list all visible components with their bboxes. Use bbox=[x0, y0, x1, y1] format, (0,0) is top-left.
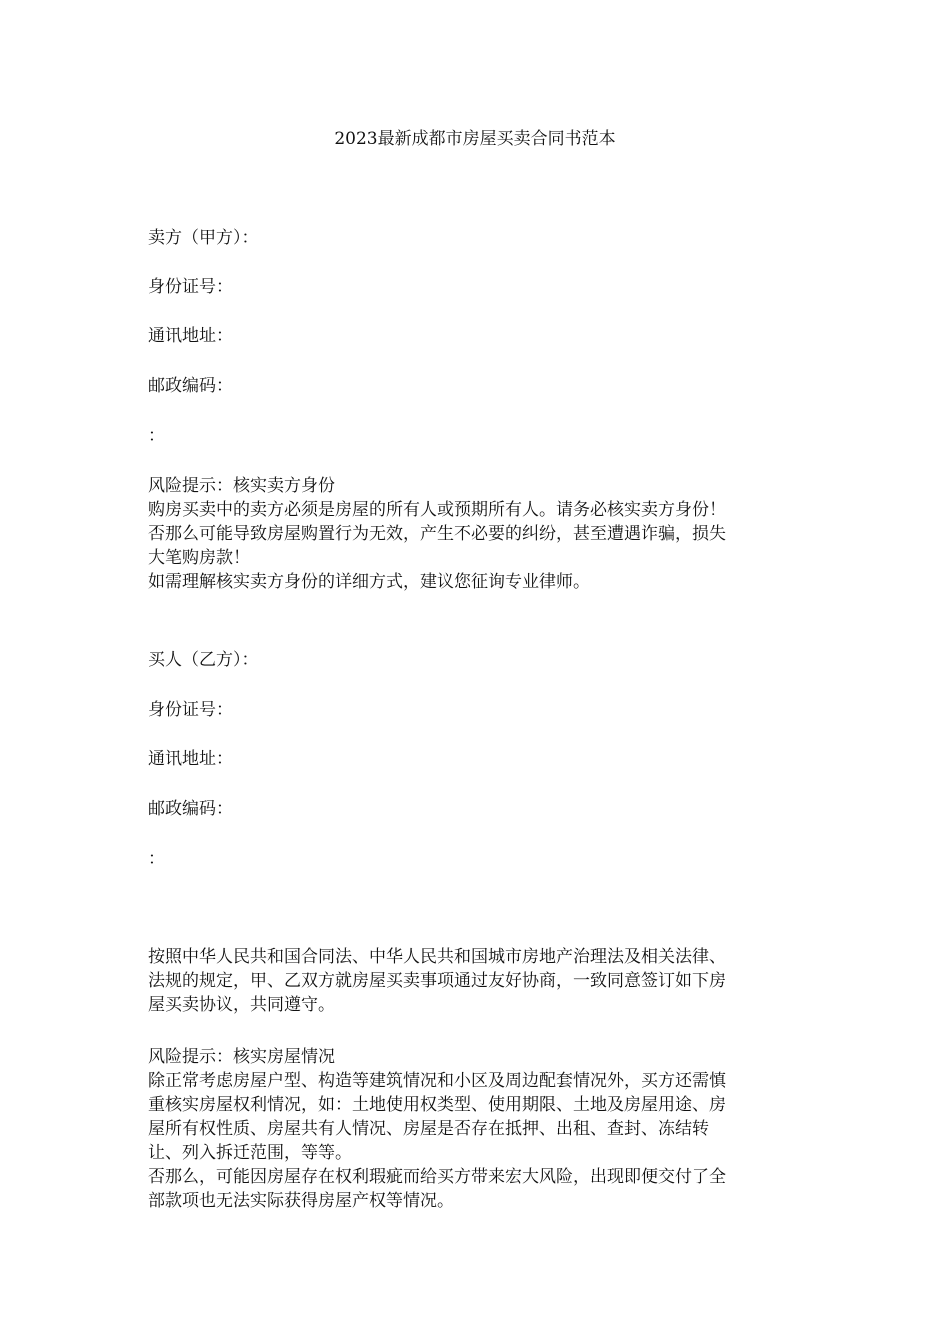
risk-note-line: 购房买卖中的卖方必须是房屋的所有人或预期所有人。请务必核实卖方身份！ bbox=[148, 500, 726, 520]
buyer-address-label: 通讯地址： bbox=[148, 749, 233, 769]
risk-note-line: 屋所有权性质、房屋共有人情况、房屋是否存在抵押、出租、查封、冻结转 bbox=[148, 1119, 709, 1139]
risk-note-line: 否那么可能导致房屋购置行为无效，产生不必要的纠纷，甚至遭遇诈骗，损失 bbox=[148, 524, 726, 544]
seller-address-label: 通讯地址： bbox=[148, 326, 233, 346]
risk-note-property bbox=[148, 1045, 808, 1213]
risk-note-line: 大笔购房款！ bbox=[148, 548, 250, 568]
buyer-extra-field: ： bbox=[148, 849, 165, 869]
intro-line: 法规的规定，甲、乙双方就房屋买卖事项通过友好协商，一致同意签订如下房 bbox=[148, 971, 726, 991]
risk-note-seller bbox=[148, 474, 808, 594]
risk-note-line: 重核实房屋权利情况，如：土地使用权类型、使用期限、土地及房屋用途、房 bbox=[148, 1095, 726, 1115]
seller-id-label: 身份证号： bbox=[148, 277, 233, 297]
risk-note-line: 如需理解核实卖方身份的详细方式，建议您征询专业律师。 bbox=[148, 572, 590, 592]
risk-note-line: 让、列入拆迁范围，等等。 bbox=[148, 1143, 352, 1163]
buyer-id-label: 身份证号： bbox=[148, 700, 233, 720]
intro-line: 屋买卖协议，共同遵守。 bbox=[148, 995, 335, 1015]
risk-note-line: 除正常考虑房屋户型、构造等建筑情况和小区及周边配套情况外，买方还需慎 bbox=[148, 1071, 726, 1091]
seller-extra-field: ： bbox=[148, 426, 165, 446]
seller-heading: 卖方（甲方）： bbox=[148, 228, 259, 248]
risk-note-line: 否那么，可能因房屋存在权利瑕疵而给买方带来宏大风险，出现即便交付了全 bbox=[148, 1167, 726, 1187]
risk-note-heading: 风险提示：核实房屋情况 bbox=[148, 1047, 335, 1067]
document-title: 2023最新成都市房屋买卖合同书范本 bbox=[334, 129, 616, 149]
risk-note-line: 部款项也无法实际获得房屋产权等情况。 bbox=[148, 1191, 454, 1211]
risk-note-heading: 风险提示：核实卖方身份 bbox=[148, 476, 335, 496]
buyer-heading: 买人（乙方）： bbox=[148, 650, 259, 670]
buyer-postcode-label: 邮政编码： bbox=[148, 799, 233, 819]
intro-line: 按照中华人民共和国合同法、中华人民共和国城市房地产治理法及相关法律、 bbox=[148, 947, 726, 967]
intro-paragraph bbox=[148, 945, 808, 1017]
seller-postcode-label: 邮政编码： bbox=[148, 376, 233, 396]
